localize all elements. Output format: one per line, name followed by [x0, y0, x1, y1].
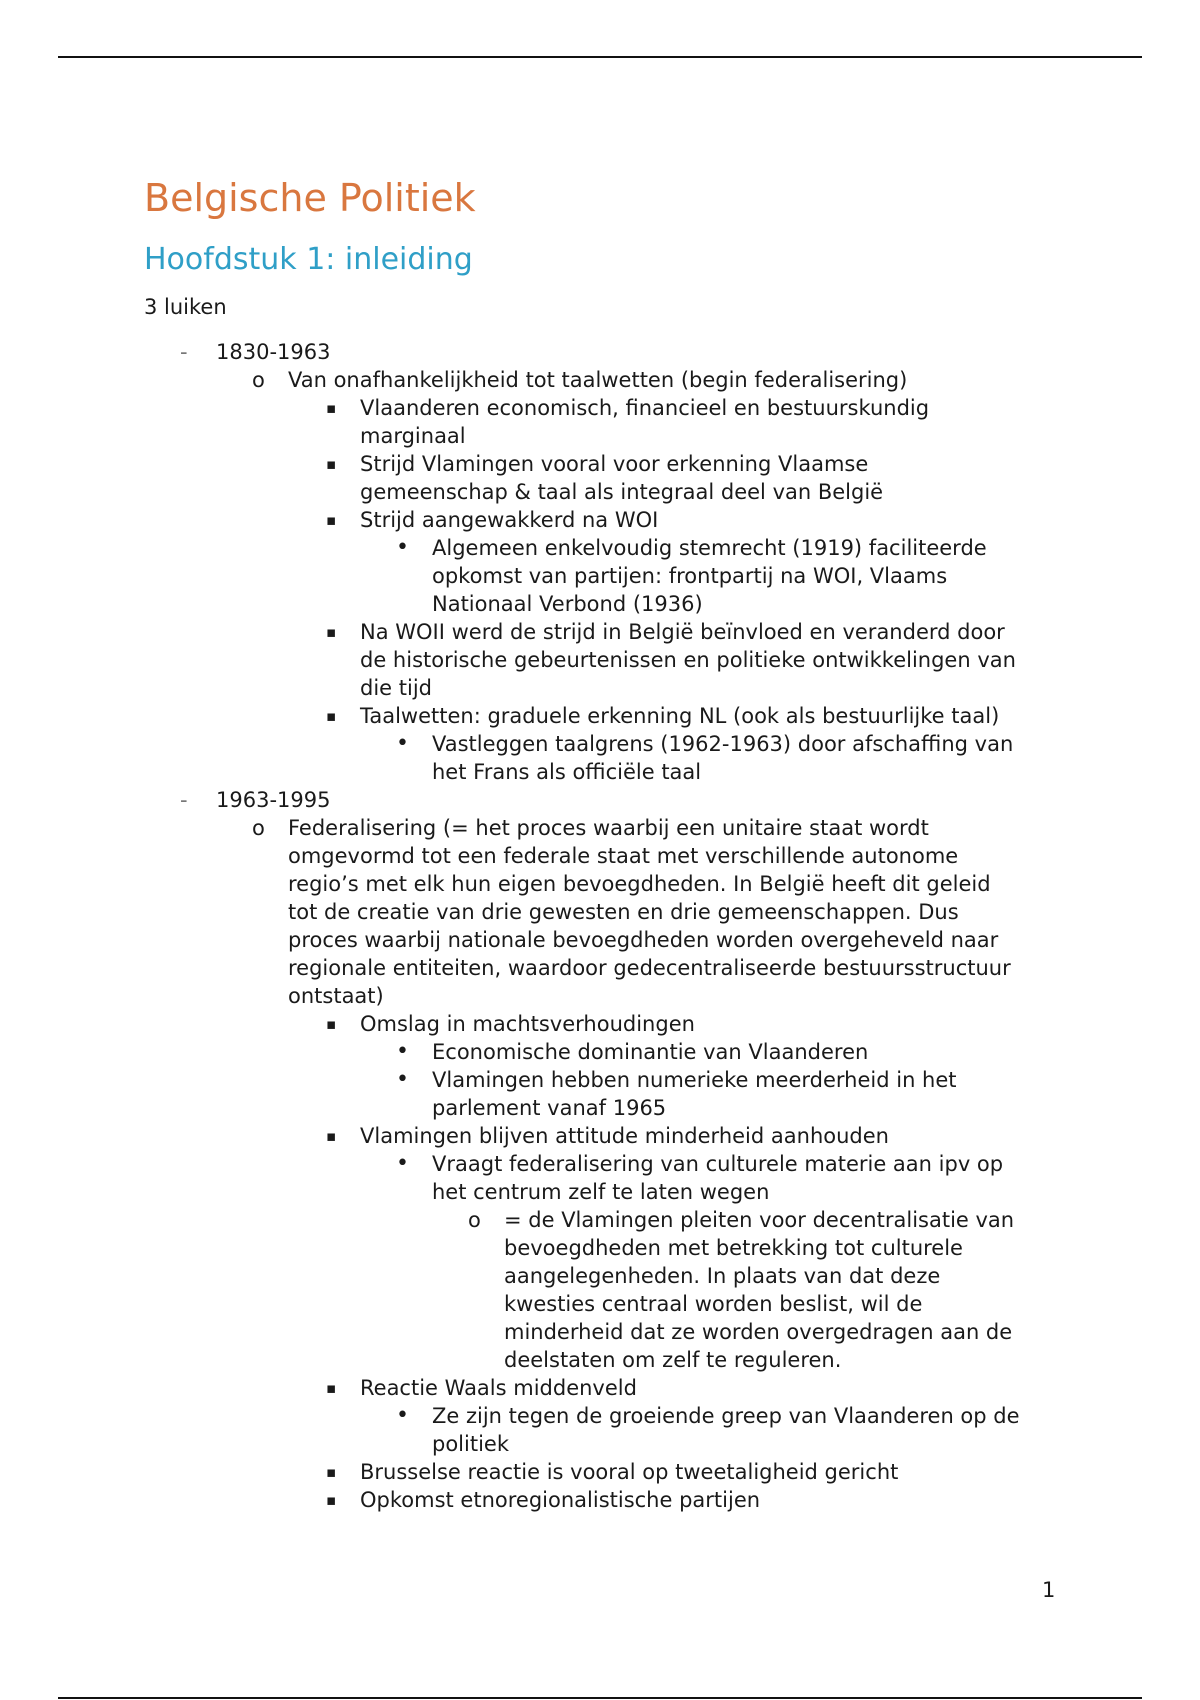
list-item-line: opkomst van partijen: frontpartij na WOI, Vlaams [432, 564, 948, 588]
bullet-marker: ▪ [326, 1463, 337, 1481]
list-item-line: Van onafhankelijkheid tot taalwetten (begin federalisering) [288, 368, 908, 392]
list-item-line: aangelegenheden. In plaats van dat deze [504, 1264, 941, 1288]
list-item-line: Vastleggen taalgrens (1962-1963) door afschaffing van [432, 732, 1014, 756]
list-item-line: parlement vanaf 1965 [432, 1096, 667, 1120]
list-item-line: Taalwetten: graduele erkenning NL (ook als bestuurlijke taal) [360, 704, 1000, 728]
footer-rule [58, 1697, 1142, 1699]
list-item-line: Reactie Waals middenveld [360, 1376, 637, 1400]
list-item-line: politiek [432, 1432, 509, 1456]
list-item-line: Na WOII werd de strijd in België beïnvloed en veranderd door [360, 620, 1005, 644]
list-item-line: Vlaanderen economisch, financieel en bestuurskundig [360, 396, 930, 420]
bullet-marker: • [396, 731, 409, 756]
intro-text: 3 luiken [144, 295, 227, 319]
bullet-marker: • [396, 1403, 409, 1428]
chapter-heading: Hoofdstuk 1: inleiding [144, 242, 473, 277]
list-item-line: Brusselse reactie is vooral op tweetaligheid gericht [360, 1460, 899, 1484]
list-item-line: Economische dominantie van Vlaanderen [432, 1040, 869, 1064]
bullet-marker: • [396, 535, 409, 560]
bullet-marker: - [180, 788, 188, 812]
list-item-line: Strijd Vlamingen vooral voor erkenning Vlaamse [360, 452, 869, 476]
bullet-marker: ▪ [326, 455, 337, 473]
list-item-line: minderheid dat ze worden overgedragen aan de [504, 1320, 1013, 1344]
list-item-line: proces waarbij nationale bevoegdheden worden overgeheveld naar [288, 928, 999, 952]
list-item-line: deelstaten om zelf te reguleren. [504, 1348, 842, 1372]
list-item-line: het centrum zelf te laten wegen [432, 1180, 770, 1204]
bullet-marker: ▪ [326, 399, 337, 417]
list-item-line: Omslag in machtsverhoudingen [360, 1012, 695, 1036]
bullet-marker: ▪ [326, 1015, 337, 1033]
list-item-line: regionale entiteiten, waardoor gedecentraliseerde bestuursstructuur [288, 956, 1011, 980]
list-item-line: Vlamingen hebben numerieke meerderheid in het [432, 1068, 957, 1092]
bullet-marker: ▪ [326, 1127, 337, 1145]
list-item-line: tot de creatie van drie gewesten en drie gemeenschappen. Dus [288, 900, 959, 924]
list-item-line: 1963-1995 [216, 788, 331, 812]
list-item-line: Vraagt federalisering van culturele materie aan ipv op [432, 1152, 1004, 1176]
list-item-line: Ze zijn tegen de groeiende greep van Vlaanderen op de [432, 1404, 1020, 1428]
list-item-line: marginaal [360, 424, 466, 448]
list-item-line: Algemeen enkelvoudig stemrecht (1919) faciliteerde [432, 536, 987, 560]
page-number: 1 [1042, 1578, 1056, 1602]
bullet-marker: ▪ [326, 511, 337, 529]
list-item-line: gemeenschap & taal als integraal deel van België [360, 480, 884, 504]
header-rule [58, 56, 1142, 58]
list-item-line: = de Vlamingen pleiten voor decentralisatie van [504, 1208, 1015, 1232]
list-item-line: Vlamingen blijven attitude minderheid aanhouden [360, 1124, 889, 1148]
document-title: Belgische Politiek [144, 176, 476, 220]
bullet-marker: ▪ [326, 623, 337, 641]
list-item-line: bevoegdheden met betrekking tot culturele [504, 1236, 963, 1260]
list-item-line: die tijd [360, 676, 432, 700]
bullet-marker: o [252, 368, 265, 392]
list-item-line: de historische gebeurtenissen en politieke ontwikkelingen van [360, 648, 1016, 672]
list-item-line: Strijd aangewakkerd na WOI [360, 508, 659, 532]
bullet-marker: • [396, 1151, 409, 1176]
bullet-marker: ▪ [326, 707, 337, 725]
list-item-line: 1830-1963 [216, 340, 331, 364]
list-item-line: het Frans als officiële taal [432, 760, 702, 784]
list-item-line: kwesties centraal worden beslist, wil de [504, 1292, 923, 1316]
list-item-line: Nationaal Verbond (1936) [432, 592, 703, 616]
list-item-line: ontstaat) [288, 984, 384, 1008]
bullet-marker: • [396, 1039, 409, 1064]
bullet-marker: o [252, 816, 265, 840]
list-item-line: regio’s met elk hun eigen bevoegdheden. In België heeft dit geleid [288, 872, 991, 896]
bullet-marker: ▪ [326, 1491, 337, 1509]
bullet-marker: ▪ [326, 1379, 337, 1397]
bullet-marker: o [468, 1208, 481, 1232]
list-item-line: Opkomst etnoregionalistische partijen [360, 1488, 761, 1512]
bullet-marker: - [180, 340, 188, 364]
bullet-marker: • [396, 1067, 409, 1092]
list-item-line: omgevormd tot een federale staat met verschillende autonome [288, 844, 959, 868]
list-item-line: Federalisering (= het proces waarbij een unitaire staat wordt [288, 816, 929, 840]
